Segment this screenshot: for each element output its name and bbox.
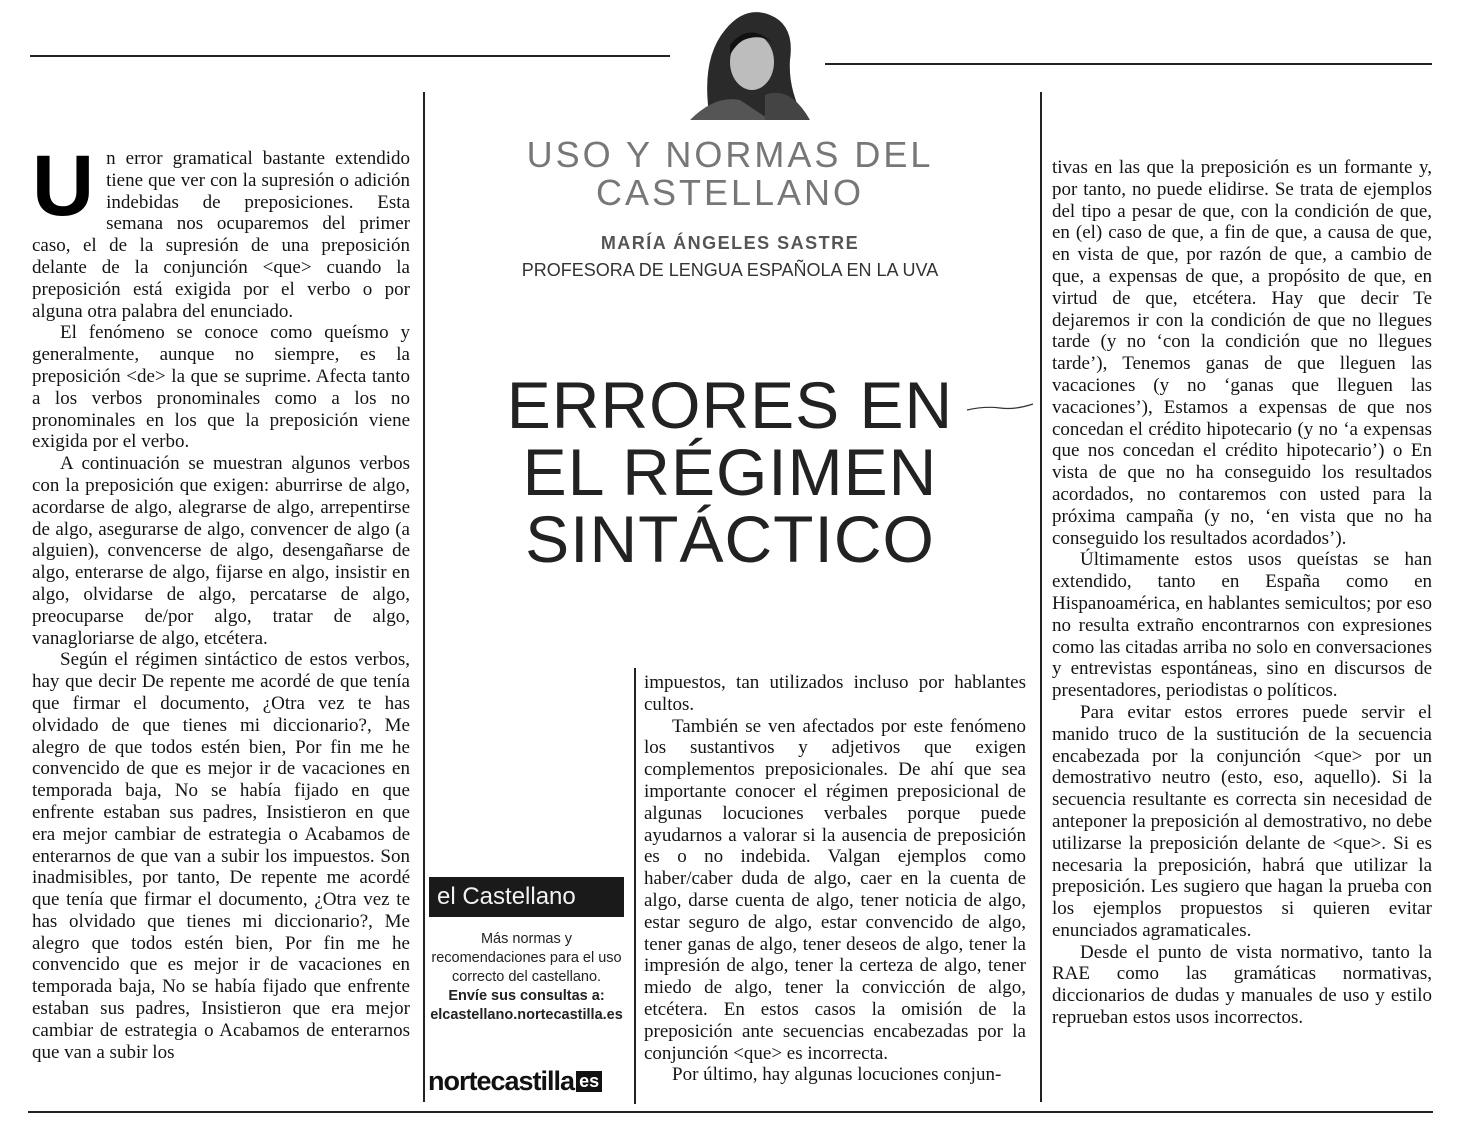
section-title-line2: CASTELLANO xyxy=(595,172,865,213)
column-divider-left xyxy=(423,92,425,1102)
paragraph: tivas en las que la preposición es un formante y, por tanto, no puede elidirse. Se trata de ejemplos del tipo a pesar de que, con la condición de que, en (el) caso de que, a fin de que, a causa de que, en vista de que, por razón de que, a cambio de que, a expensas de que, a propósito de que, en virtud de que, etcétera. Hay que decir Te dejaremos ir con la condición de que no llegues tarde (y no ‘con la condición que no llegues tarde’), Tenemos ganas de que lleguen las vacaciones (y no ‘ganas que lleguen las vacaciones’), Estamos a expensas de que nos concedan el crédito hipotecario (y no ‘a expensas que nos concedan el crédito hipotecario’) o En vista de que no ha conseguido los resultados acordados, no contaremos con usted para la próxima campaña (y no, ‘en vista que no ha conseguido los resultados acordados’). xyxy=(1052,157,1432,549)
promo-email-link[interactable]: elcastellano.nortecastilla.es xyxy=(430,1007,623,1023)
bottom-rule xyxy=(28,1111,1433,1113)
paragraph: Últimamente estos usos queístas se han extendido, tanto en España como en Hispanoamérica, en hablantes semicultos; por eso no resulta extraño encontrarnos con expresiones como las citadas arriba no solo en conversaciones y entrevistas espontáneas, sino en discursos de presentadores, periodistas o políticos. xyxy=(1052,549,1432,702)
headline xyxy=(470,368,990,576)
column-divider-right xyxy=(1040,92,1042,1102)
author-name: MARÍA ÁNGELES SASTRE xyxy=(600,233,860,253)
headline-line3: SINTÁCTICO xyxy=(525,502,935,576)
logo-suffix: es xyxy=(576,1071,602,1092)
drop-cap: U xyxy=(32,138,95,234)
paragraph: A continuación se muestran algunos verbos con la preposición que exigen: aburrirse de algo, acordarse de algo, alegrarse de algo, arrepentirse de algo, asegurarse de algo, convencer de algo (a alguien), convencerse de algo, desengañarse de algo, enterarse de algo, fijarse en algo, insistir en algo, olvidarse de algo, percatarse de algo, preocuparse de/por algo, tratar de algo, vanagloriarse de algo, etcétera. xyxy=(32,453,410,649)
article-column-3 xyxy=(1052,157,1432,1029)
paragraph: n error gramatical bastante extendido tiene que ver con la supresión o adición indebidas de preposiciones. Esta semana nos ocuparemos del primer caso, el de la supresión de una preposición delante de la conjunción <que> cuando la preposición está exigida por el verbo o por alguna otra palabra del enunciado. xyxy=(32,148,410,322)
section-title-line1: USO Y NORMAS DEL xyxy=(526,134,934,175)
paragraph: Por último, hay algunas locuciones conjun- xyxy=(672,1064,1002,1086)
pen-mark xyxy=(965,398,1035,418)
author-photo xyxy=(670,0,825,120)
promo-brand-banner: el Castellano xyxy=(429,877,624,917)
top-rule xyxy=(30,55,670,57)
logo-main: nortecastilla xyxy=(428,1066,575,1096)
paragraph: El fenómeno se conoce como queísmo y generalmente, aunque no siempre, es la preposición <de> la que se suprime. Afecta tanto a los verbos pronominales como a los no pronominales en los que la preposición viene exigida por el verbo. xyxy=(32,322,410,453)
headline-line1: ERRORES EN xyxy=(506,368,954,442)
promo-text xyxy=(429,930,624,1025)
nortecastilla-logo xyxy=(428,1066,628,1102)
paragraph: impuestos, tan utilizados incluso por hablantes cultos. xyxy=(644,672,1026,715)
paragraph: Para evitar estos errores puede servir el manido truco de la sustitución de la secuencia encabezada por la conjunción <que> por un demostrativo neutro (esto, eso, aquello). Si la secuencia resultante es correcta sin necesidad de anteponer la preposición al demostrativo, no debe utilizarse la preposición delante de <que>. Si es necesaria la preposición, habrá que utilizar la preposición. Les sugiero que hagan la prueba con los ejemplos propuestos si quieren evitar enunciados agramaticales. xyxy=(1052,701,1432,941)
paragraph: Según el régimen sintáctico de estos verbos, hay que decir De repente me acordé de que tenía que firmar el documento, ¿Otra vez te has olvidado de que tienes mi diccionario?, Me alegro de que todos estén bien, Por fin me he convencido de que es mejor ir de vacaciones en temporada baja, No se había fijado en que enfrente estaban sus padres, Insistieron en que era mejor cambiar de estrategia o Acabamos de enterarnos de que van a subir los impuestos. Son inadmisibles, por tanto, De repente me acordé que tenía que firmar el documento, ¿Otra vez te has olvidado que tienes mi diccionario?, Me alegro que todos estén bien, Por fin me he convencido que es mejor ir de vacaciones en temporada baja, No se había fijado que enfrente estaban sus padres, Insistieron que era mejor cambiar de estrategia o Acabamos de enterarnos que van a subir los xyxy=(32,649,410,1063)
author-role: PROFESORA DE LENGUA ESPAÑOLA EN LA UVA xyxy=(521,260,939,280)
paragraph: También se ven afectados por este fenómeno los sustantivos y adjetivos que exigen complementos preposicionales. De ahí que sea importante conocer el régimen preposicional de algunas locuciones verbales porque puede ayudarnos a valorar si la ausencia de preposición es o no indebida. Valgan ejemplos como haber/caber duda de algo, caer en la cuenta de algo, darse cuenta de algo, tener noticia de algo, estar seguro de algo, estar convencido de algo, tener ganas de algo, tener deseos de algo, tener la impresión de algo, tener la certeza de algo, tener miedo de algo, tener la convicción de algo, etcétera. En estos casos la omisión de la preposición ante secuencias encabezadas por la conjunción <que> es incorrecta. xyxy=(644,715,1026,1064)
promo-line-contact: Envíe sus consultas a: xyxy=(448,988,605,1004)
article-column-2 xyxy=(644,672,1026,1086)
paragraph: Desde el punto de vista normativo, tanto la RAE como las gramáticas normativas, diccionarios de dudas y manuales de uso y estilo reprueban estos usos incorrectos. xyxy=(1052,941,1432,1029)
section-title xyxy=(470,136,990,212)
promo-line: Más normas y recomendaciones para el uso correcto del castellano. xyxy=(431,931,622,985)
column-divider-middle xyxy=(634,668,636,1104)
article-column-1 xyxy=(32,138,410,1063)
headline-line2: EL RÉGIMEN xyxy=(522,435,938,509)
top-rule-right xyxy=(825,63,1432,65)
